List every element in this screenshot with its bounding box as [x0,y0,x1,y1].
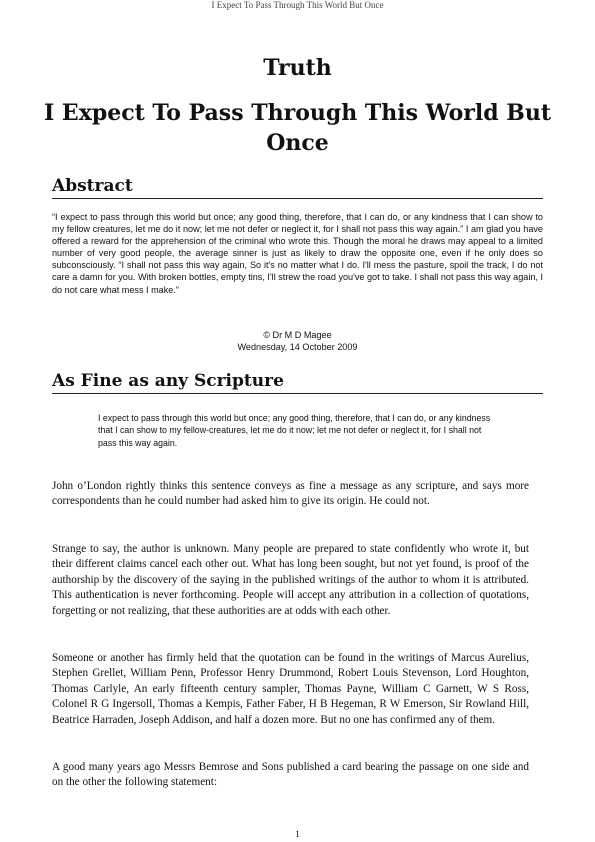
body-paragraph: A good many years ago Messrs Bemrose and Sons published a card bearing the passage on one side and on the other the following statement: [52,761,529,789]
author-credit: © Dr M D Magee [263,330,332,340]
body-paragraph: John o’London rightly thinks this sentence conveys as fine a message as any scripture, and says more correspondents than he could number had asked him to give its origin. He could not. [52,480,529,508]
title-block [0,54,595,158]
body-paragraph: Strange to say, the author is unknown. Many people are prepared to state confidently who wrote it, but their different claims cancel each other out. What has long been sought, but not yet found, is proof of the authorship by the discovery of the saying in the published writings of the author to whom it is attributed. This authentication is never forthcoming. People will accept any attribution in a collection of quotations, forgetting or not realizing, that these authorities are at odds with each other. [52,543,529,617]
publication-date: Wednesday, 14 October 2009 [237,342,358,352]
body-paragraph: Someone or another has firmly held that the quotation can be found in the writings of Marcus Aurelius, Stephen Grellet, William Penn, Professor Henry Drummond, Robert Louis Stevenson, Lord Houghton, Thomas Carlyle, An early fifteenth century sampler, Thomas Payne, William C Garnett, W S Ross, Colonel R G Ingersoll, Thomas a Kempis, Father Faber, H B Hegeman, R W Emerson, Sir Rowland Hill, Beatrice Harraden, Joseph Addison, and half a dozen more. But no one has confirmed any of them. [52,652,529,726]
abstract-heading: Abstract [52,175,543,199]
abstract-text: “I expect to pass through this world but once; any good thing, therefore, that I can do, or any kindness that I can show to my fellow creatures, let me do it now; let me not defer or neglect it, for I shall not pass this way again.” I am glad you have offered a reward for the apprehension of the criminal who wrote this. Though the moral he draws may appeal to a limited number of very good people, the average sinner is just as likely to draw the opposite one, even if he only does so subconsciously. “I shall not pass this way again, So it's no matter what I do. I'll mess the pasture, spoil the track, I do not care a damn for you. With broken bottles, empty tins, I'll strew the road you've got to take. I shall not pass this way again, I do not care what mess I make.” [52,212,543,295]
document-title: Truth [263,55,332,81]
byline [0,329,595,353]
running-header: I Expect To Pass Through This World But Once [211,0,384,10]
page-number: 1 [295,829,300,839]
section-heading: As Fine as any Scripture [52,370,543,394]
block-quote: I expect to pass through this world but once; any good thing, therefore, that I can do, or any kindness that I can show to my fellow-creatures, let me do it now; let me not defer or neglect it, for I shall not pass this way again. [98,413,491,448]
document-subtitle: I Expect To Pass Through This World But Once [43,100,551,156]
